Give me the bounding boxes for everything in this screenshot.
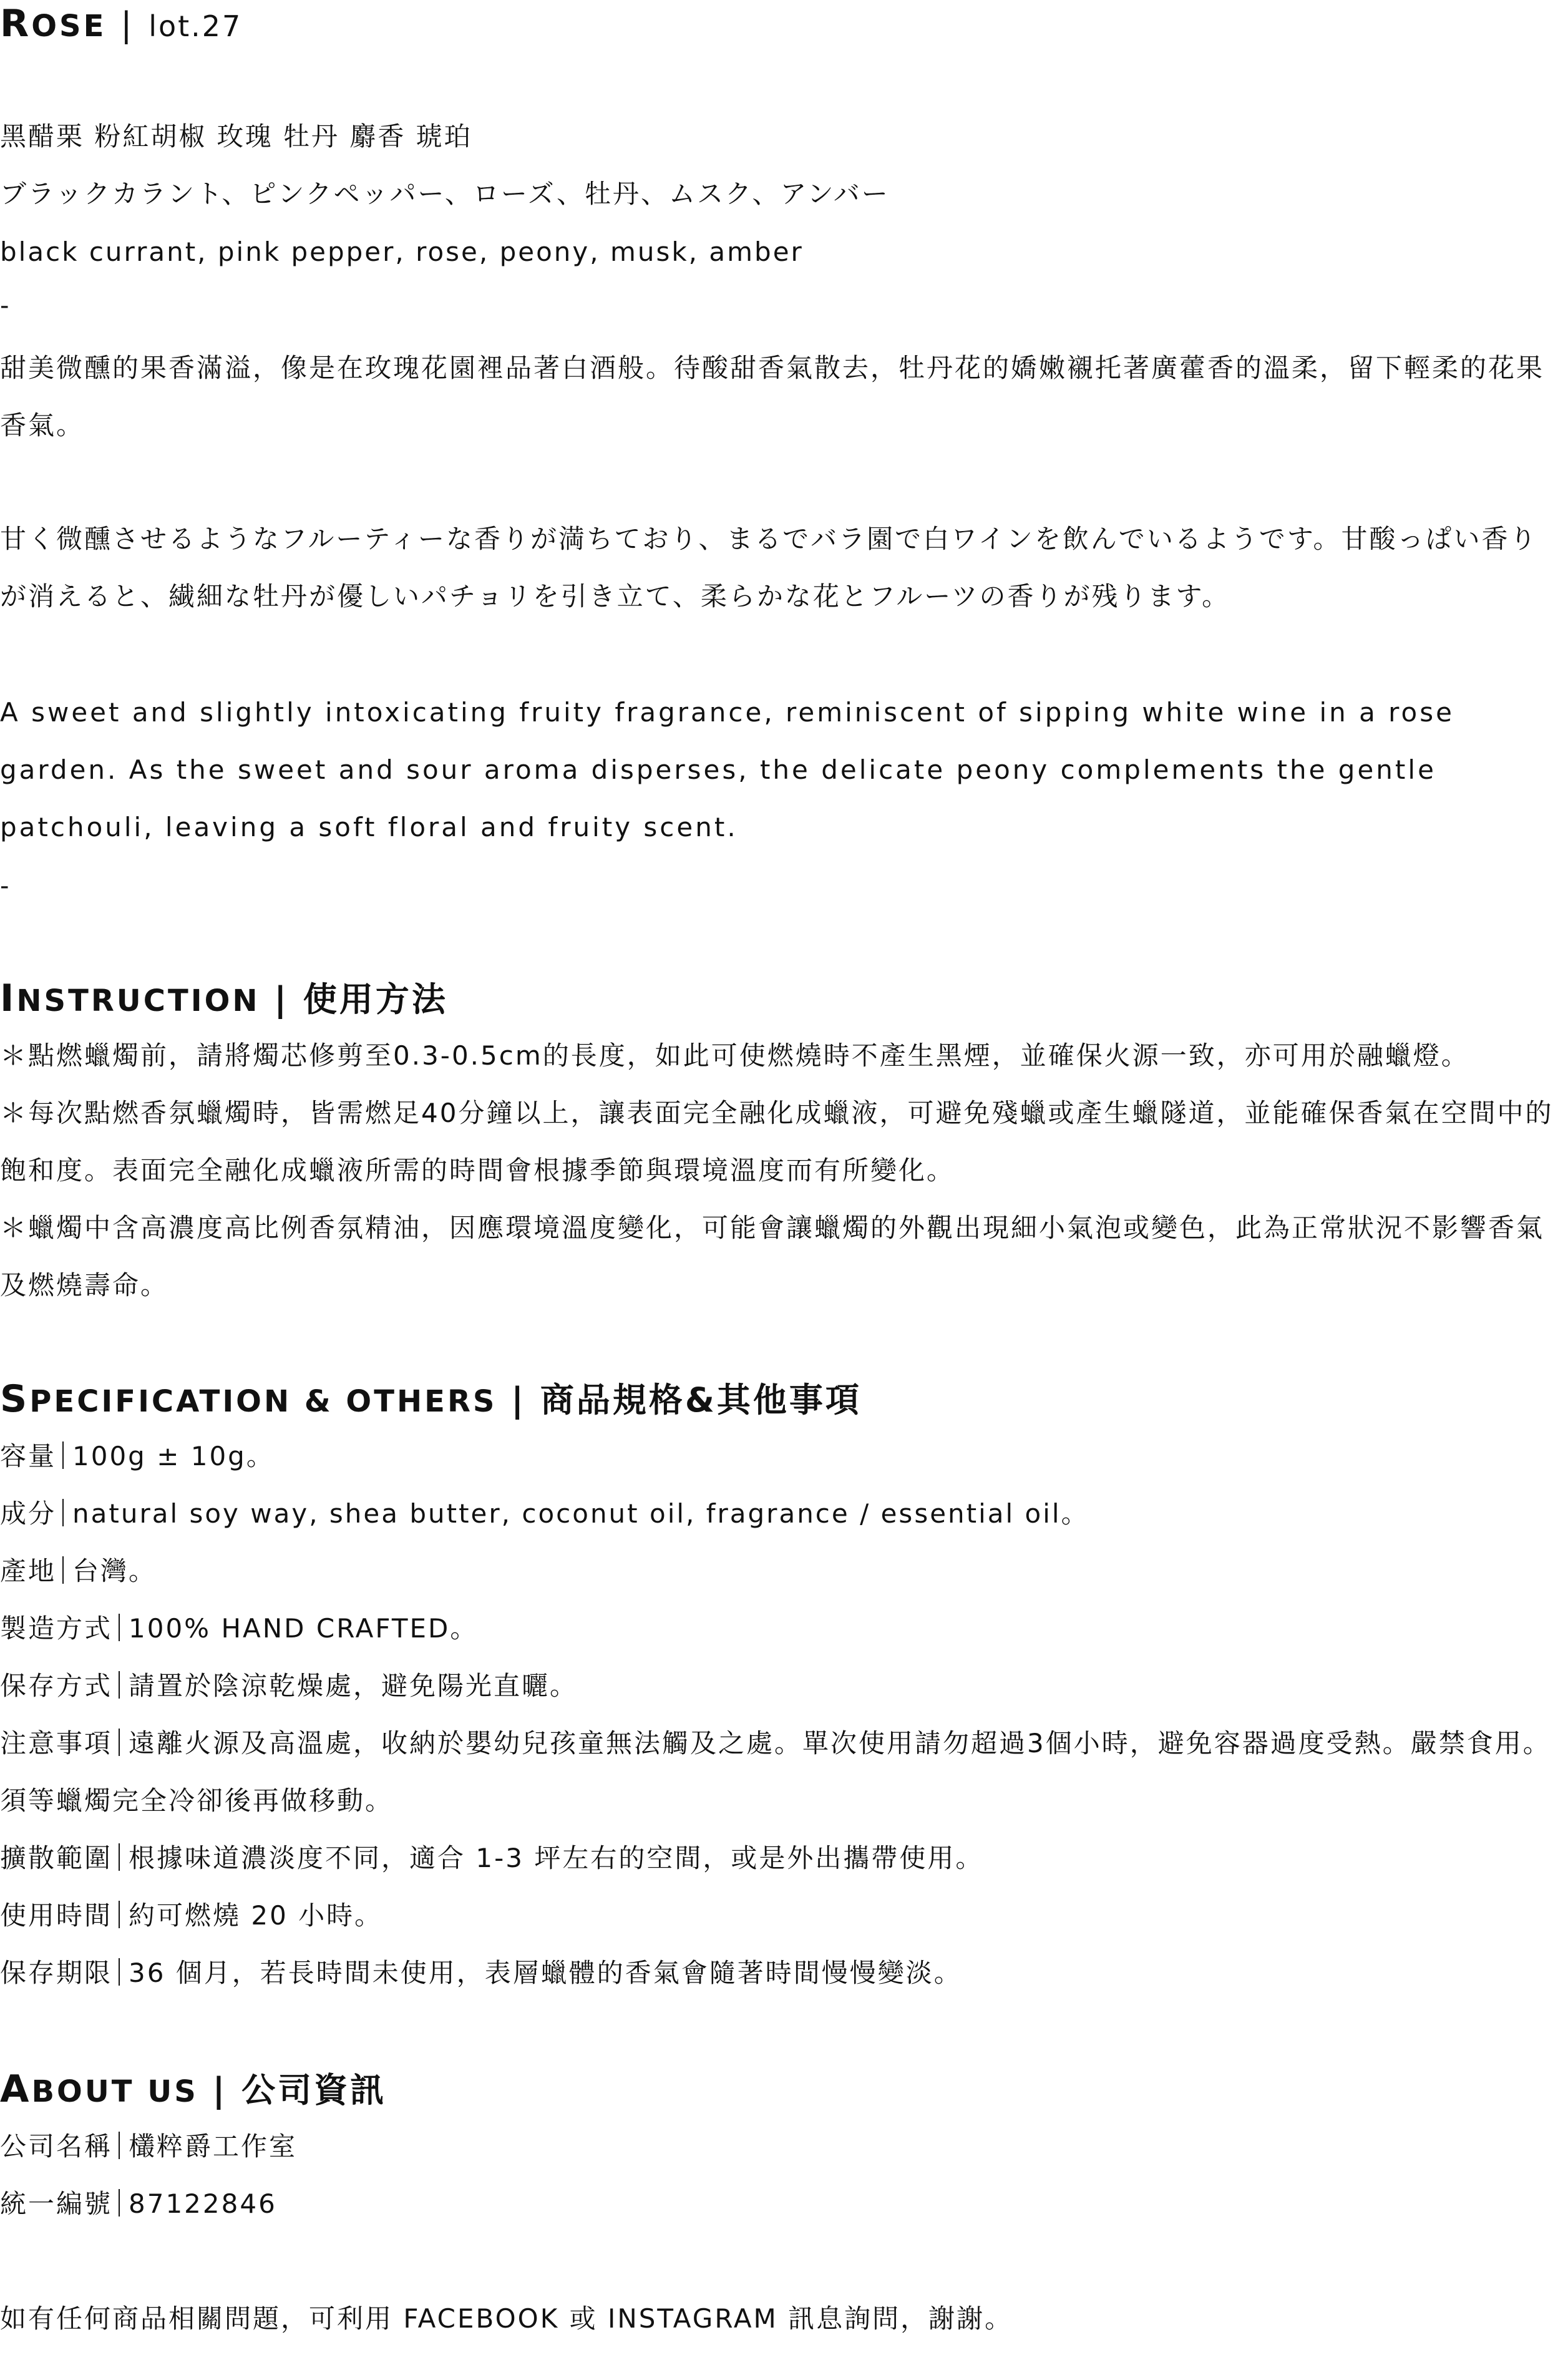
title-initial: R (0, 2, 32, 46)
spec-label: 保存期限 (0, 1958, 113, 1988)
spec-separator (62, 1499, 64, 1526)
spec-separator (119, 1671, 120, 1699)
about-value: 欉粹爵工作室 (129, 2131, 298, 2162)
notes-ja: ブラックカラント、ピンクペッパー、ローズ、牡丹、ムスク、アンバー (0, 178, 890, 209)
about-heading-rest: BOUT US (31, 2074, 198, 2109)
instruction-item: ＊蠟燭中含高濃度高比例香氛精油，因應環境溫度變化，可能會讓蠟燭的外觀出現細小氣泡或變色，此為正常狀況不影響香氣及燃燒壽命。 (0, 1212, 1545, 1300)
spec-value: 100% HAND CRAFTED。 (129, 1613, 479, 1644)
spec-label: 保存方式 (0, 1670, 113, 1701)
specification-heading-separator: | (511, 1380, 527, 1420)
spec-value: 根據味道濃淡度不同，適合 1-3 坪左右的空間，或是外出攜帶使用。 (129, 1843, 984, 1873)
spec-label: 擴散範圍 (0, 1843, 113, 1873)
title-lot: lot.27 (148, 9, 243, 43)
description-ja: 甘く微醺させるようなフルーティーな香りが満ちており、まるでバラ園で白ワインを飲んでいるようです。甘酸っぱい香りが消えると、繊細な牡丹が優しいパチョリを引き立て、柔らかな花とフルーツの香りが残ります。 (0, 524, 1538, 612)
instruction-heading-initial: I (0, 977, 17, 1020)
spec-row-burn-time (0, 1887, 1554, 1944)
instruction-heading-rest: NSTRUCTION (16, 983, 260, 1018)
product-title (0, 2, 243, 46)
about-heading (0, 2067, 387, 2111)
about-label: 公司名稱 (0, 2131, 113, 2162)
about-separator (119, 2189, 120, 2217)
spec-row-manufacture (0, 1600, 1554, 1657)
about-label: 統一編號 (0, 2188, 113, 2219)
spec-separator (119, 1729, 120, 1756)
spec-label: 使用時間 (0, 1900, 113, 1931)
specification-heading-initial: S (0, 1377, 30, 1421)
instruction-heading-separator: | (274, 980, 290, 1019)
spec-label: 容量 (0, 1441, 57, 1471)
divider-1: - (0, 291, 9, 320)
contact-note: 如有任何商品相關問題，可利用 FACEBOOK 或 INSTAGRAM 訊息詢問，謝謝。 (0, 2303, 1013, 2334)
spec-label: 產地 (0, 1556, 57, 1586)
about-value: 87122846 (129, 2188, 277, 2219)
spec-separator (119, 1843, 120, 1871)
about-heading-initial: A (0, 2067, 32, 2111)
spec-row-caution (0, 1715, 1554, 1830)
spec-row-ingredients (0, 1485, 1554, 1543)
spec-value: 36 個月，若長時間未使用，表層蠟體的香氣會隨著時間慢慢變淡。 (129, 1958, 962, 1988)
about-row-company-name (0, 2118, 1554, 2175)
spec-row-storage (0, 1657, 1554, 1715)
spec-row-origin (0, 1543, 1554, 1600)
instruction-item: ＊點燃蠟燭前，請將燭芯修剪至0.3-0.5cm的長度，如此可使燃燒時不產生黑煙，並確保火源一致，亦可用於融蠟燈。 (0, 1040, 1469, 1071)
divider-2: - (0, 872, 9, 900)
spec-value: 約可燃燒 20 小時。 (129, 1900, 383, 1931)
specification-heading (0, 1377, 862, 1421)
spec-row-diffusion (0, 1830, 1554, 1887)
notes-zh: 黑醋栗 粉紅胡椒 玫瑰 牡丹 麝香 琥珀 (0, 121, 472, 152)
spec-label: 注意事項 (0, 1728, 113, 1758)
spec-separator (62, 1441, 64, 1469)
specification-heading-rest: PECIFICATION & OTHERS (29, 1384, 497, 1419)
spec-separator (62, 1556, 64, 1584)
about-heading-separator: | (212, 2070, 228, 2110)
spec-value: natural soy way, shea butter, coconut oil, fragrance / essential oil。 (72, 1498, 1089, 1529)
spec-value: 100g ± 10g。 (72, 1441, 275, 1471)
title-separator: | (120, 5, 135, 44)
spec-separator (119, 1958, 120, 1986)
about-separator (119, 2132, 120, 2159)
description-zh: 甜美微醺的果香滿溢，像是在玫瑰花園裡品著白酒般。待酸甜香氣散去，牡丹花的嬌嫩襯托著廣藿香的溫柔，留下輕柔的花果香氣。 (0, 353, 1545, 441)
about-row-tax-id (0, 2175, 1554, 2233)
spec-row-shelf-life (0, 1944, 1554, 2002)
notes-en: black currant, pink pepper, rose, peony, musk, amber (0, 237, 804, 267)
spec-separator (119, 1614, 120, 1641)
spec-row-capacity (0, 1428, 1554, 1485)
title-rest: OSE (31, 9, 107, 44)
spec-value: 遠離火源及高溫處，收納於嬰幼兒孩童無法觸及之處。單次使用請勿超過3個小時，避免容器過度受熱。嚴禁食用。須等蠟燭完全冷卻後再做移動。 (0, 1728, 1551, 1816)
instruction-item: ＊每次點燃香氛蠟燭時，皆需燃足40分鐘以上，讓表面完全融化成蠟液，可避免殘蠟或產生蠟隧道，並能確保香氣在空間中的飽和度。表面完全融化成蠟液所需的時間會根據季節與環境溫度而有所變化。 (0, 1098, 1554, 1186)
description-en: A sweet and slightly intoxicating fruity fragrance, reminiscent of sipping white wine in a rose garden. As the sweet and sour aroma disperses, the delicate peony complements the gentle patchouli, leaving a soft floral and fruity scent. (0, 697, 1454, 842)
spec-value: 台灣。 (72, 1556, 157, 1586)
specification-heading-zh: 商品規格&其他事項 (540, 1380, 862, 1420)
spec-label: 成分 (0, 1498, 57, 1529)
spec-label: 製造方式 (0, 1613, 113, 1644)
spec-value: 請置於陰涼乾燥處，避免陽光直曬。 (129, 1670, 578, 1701)
instruction-heading-zh: 使用方法 (303, 980, 448, 1019)
about-heading-zh: 公司資訊 (241, 2070, 387, 2110)
spec-separator (119, 1901, 120, 1928)
instruction-heading (0, 977, 448, 1020)
